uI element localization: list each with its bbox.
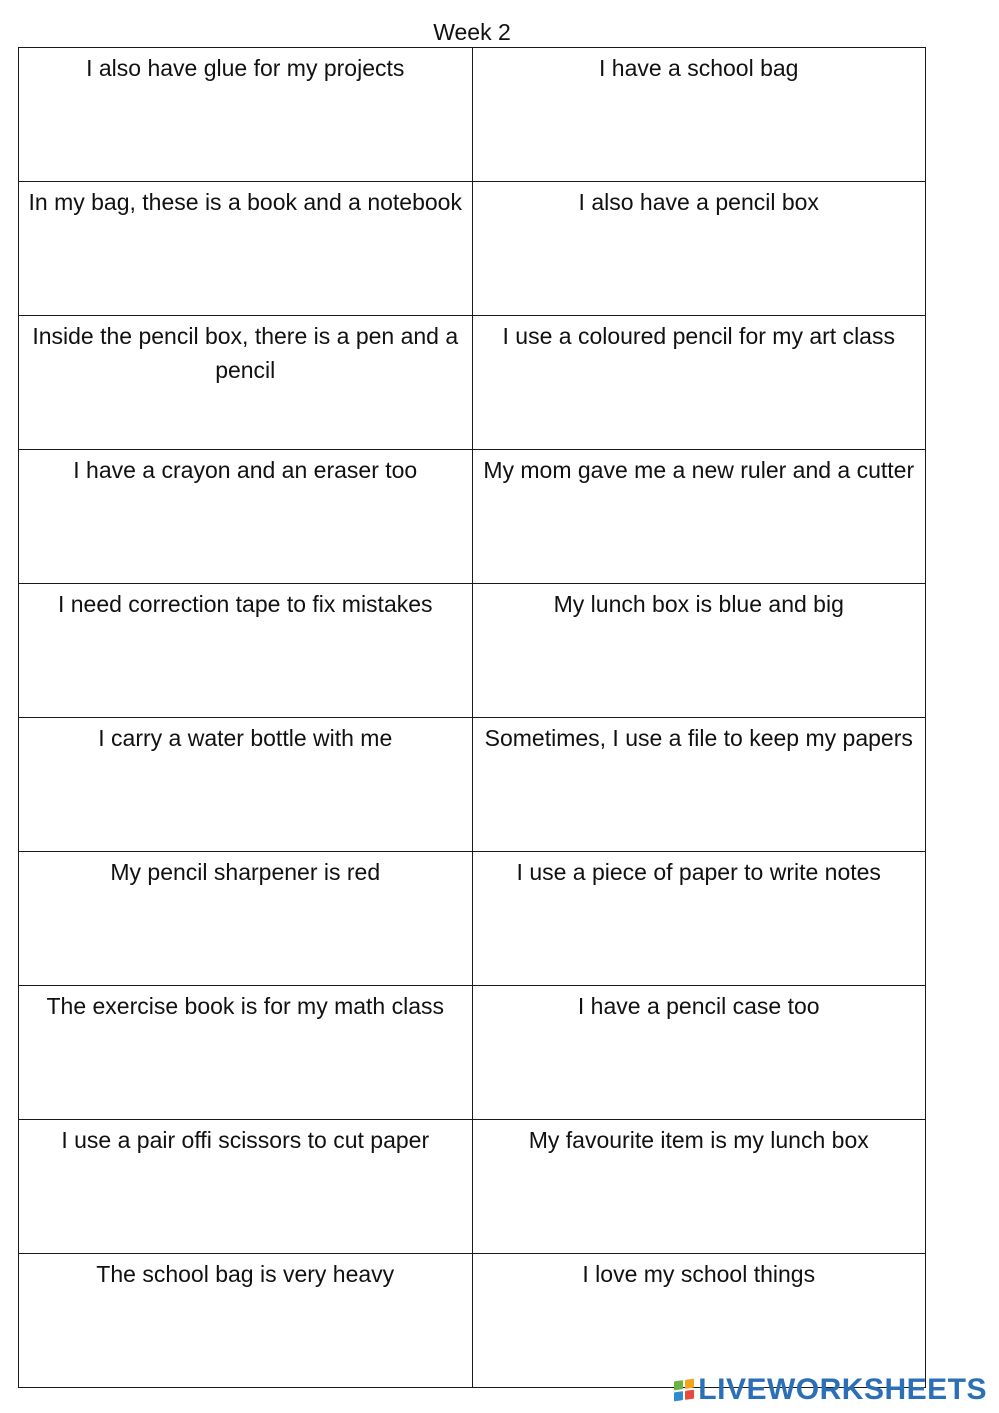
table-row [19,1120,926,1254]
card-cell: The school bag is very heavy [19,1254,473,1388]
liveworksheets-watermark[interactable] [674,1375,987,1405]
liveworksheets-logo-icon [674,1379,694,1402]
card-cell: I use a piece of paper to write notes [472,852,926,986]
card-cell: I also have a pencil box [472,182,926,316]
table-row [19,1254,926,1388]
cards-table [18,47,926,1388]
table-row [19,182,926,316]
card-cell: In my bag, these is a book and a notebook [19,182,473,316]
card-cell: My lunch box is blue and big [472,584,926,718]
card-cell: I need correction tape to fix mistakes [19,584,473,718]
card-cell: I love my school things [472,1254,926,1388]
brand-name: LIVEWORKSHEETS [698,1373,987,1406]
card-cell: I have a crayon and an eraser too [19,450,473,584]
table-row [19,48,926,182]
table-row [19,986,926,1120]
card-cell: My pencil sharpener is red [19,852,473,986]
card-cell: I use a coloured pencil for my art class [472,316,926,450]
table-row [19,316,926,450]
card-cell: I use a pair offi scissors to cut paper [19,1120,473,1254]
card-cell: I carry a water bottle with me [19,718,473,852]
card-cell: I have a pencil case too [472,986,926,1120]
card-cell: My favourite item is my lunch box [472,1120,926,1254]
table-row [19,584,926,718]
page-title: Week 2 [433,19,511,45]
table-row [19,718,926,852]
card-cell: I also have glue for my projects [19,48,473,182]
card-cell: Inside the pencil box, there is a pen and a pencil [19,316,473,450]
table-row [19,852,926,986]
card-cell: I have a school bag [472,48,926,182]
card-cell: My mom gave me a new ruler and a cutter [472,450,926,584]
card-cell: The exercise book is for my math class [19,986,473,1120]
card-cell: Sometimes, I use a file to keep my papers [472,718,926,852]
table-row [19,450,926,584]
